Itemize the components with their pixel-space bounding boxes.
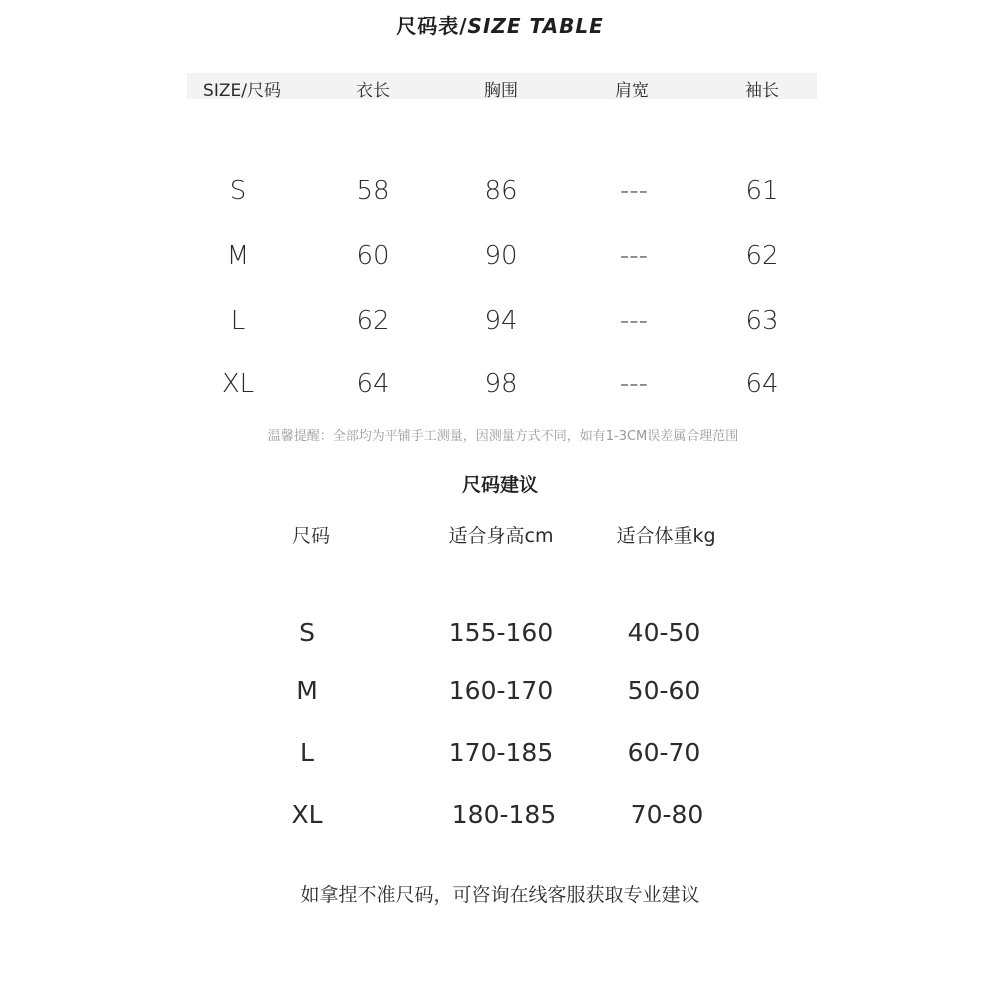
shoulder-cell: --- xyxy=(619,241,649,271)
sleeve-cell: 63 xyxy=(745,306,779,336)
sleeve-cell: 64 xyxy=(745,369,779,399)
rec-weight-header: 适合体重kg xyxy=(616,525,716,547)
rec-size-header: 尺码 xyxy=(291,525,331,547)
shoulder-cell: --- xyxy=(619,306,649,336)
rec-size-cell: L xyxy=(300,738,314,767)
chest-cell: 86 xyxy=(484,176,518,206)
size-header: SIZE/尺码 xyxy=(203,81,281,101)
page-title-en: SIZE TABLE xyxy=(467,14,604,38)
chest-cell: 90 xyxy=(484,241,518,271)
sleeve-cell: 61 xyxy=(745,176,779,206)
rec-height-cell: 170-185 xyxy=(448,738,554,767)
rec-weight-cell: 70-80 xyxy=(630,800,704,829)
length-cell: 58 xyxy=(356,176,390,206)
length-cell: 62 xyxy=(356,306,390,336)
rec-height-cell: 160-170 xyxy=(448,676,554,705)
rec-size-cell: XL xyxy=(291,800,323,829)
length-cell: 60 xyxy=(356,241,390,271)
shoulder-header: 肩宽 xyxy=(615,81,649,101)
shoulder-cell: --- xyxy=(619,369,649,399)
chest-cell: 94 xyxy=(484,306,518,336)
measurement-note: 温馨提醒：全部均为平铺手工测量，因测量方式不同，如有1-3CM误差属合理范围 xyxy=(267,429,739,444)
footer-advice: 如拿捏不准尺码，可咨询在线客服获取专业建议 xyxy=(300,884,700,906)
page-title xyxy=(396,10,604,39)
size-cell: XL xyxy=(221,369,255,399)
rec-weight-cell: 40-50 xyxy=(627,618,701,647)
length-header: 衣长 xyxy=(356,81,390,101)
rec-height-cell: 180-185 xyxy=(451,800,557,829)
size-cell: M xyxy=(226,241,250,271)
rec-size-cell: M xyxy=(296,676,318,705)
rec-size-cell: S xyxy=(299,618,315,647)
rec-height-header: 适合身高cm xyxy=(448,525,554,547)
size-cell: S xyxy=(229,176,247,206)
chest-header: 胸围 xyxy=(484,81,518,101)
length-cell: 64 xyxy=(356,369,390,399)
recommendation-title: 尺码建议 xyxy=(461,474,539,496)
rec-height-cell: 155-160 xyxy=(448,618,554,647)
sleeve-cell: 62 xyxy=(745,241,779,271)
chest-cell: 98 xyxy=(484,369,518,399)
rec-weight-cell: 50-60 xyxy=(627,676,701,705)
size-cell: L xyxy=(230,306,246,336)
shoulder-cell: --- xyxy=(619,176,649,206)
page-title-cn: 尺码表/ xyxy=(396,14,468,38)
sleeve-header: 袖长 xyxy=(745,81,779,101)
rec-weight-cell: 60-70 xyxy=(627,738,701,767)
